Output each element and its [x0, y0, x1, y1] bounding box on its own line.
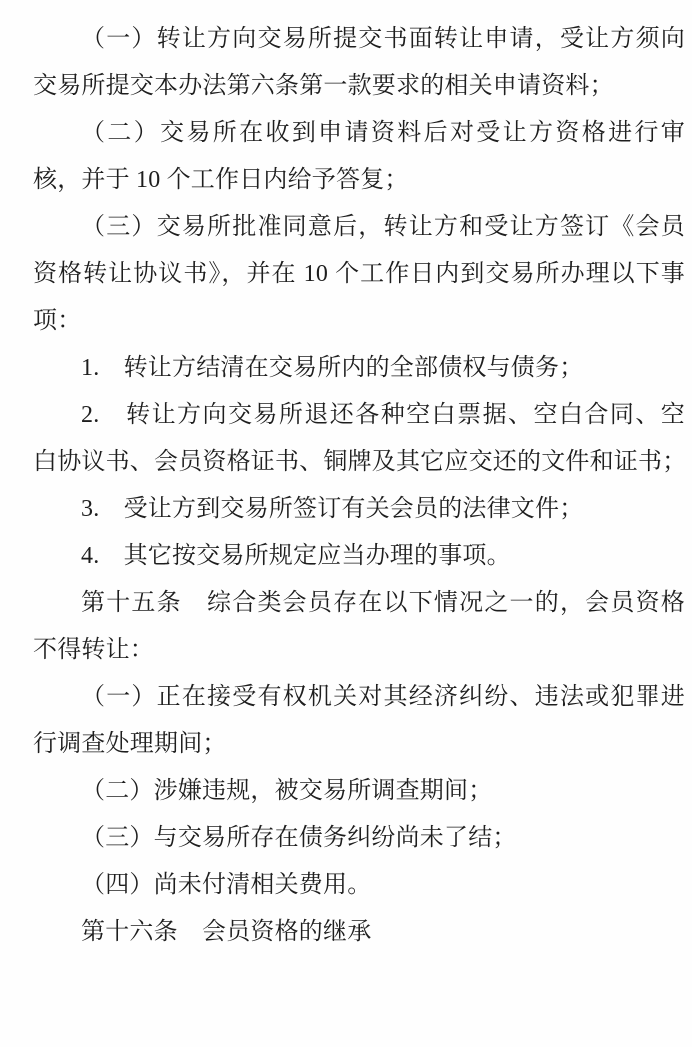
text-line: 第十五条 综合类会员存在以下情况之一的，会员资格 — [81, 590, 685, 616]
text-line: （二）涉嫌违规，被交易所调查期间； — [81, 778, 493, 804]
text-line: 资格转让协议书》，并在 10 个工作日内到交易所办理以下事 — [33, 261, 685, 287]
text-line: 2. 转让方向交易所退还各种空白票据、空白合同、空 — [81, 402, 685, 428]
text-line: 3. 受让方到交易所签订有关会员的法律文件； — [81, 496, 584, 522]
text-line: 交易所提交本办法第六条第一款要求的相关申请资料； — [33, 73, 614, 99]
text-line: （三）与交易所存在债务纠纷尚未了结； — [81, 825, 517, 851]
text-line: 不得转让： — [33, 637, 154, 663]
text-line: 1. 转让方结清在交易所内的全部债权与债务； — [81, 355, 584, 381]
text-line: （二）交易所在收到申请资料后对受让方资格进行审 — [81, 120, 685, 146]
text-line: （三）交易所批准同意后，转让方和受让方签订《会员 — [81, 214, 685, 240]
text-line: 第十六条 会员资格的继承 — [81, 919, 372, 945]
text-line: 行调查处理期间； — [33, 731, 227, 757]
text-line: 4. 其它按交易所规定应当办理的事项。 — [81, 543, 511, 569]
text-line: 项： — [33, 308, 82, 334]
document-body — [33, 16, 685, 956]
text-line: （四）尚未付清相关费用。 — [81, 872, 372, 898]
text-line: （一）正在接受有权机关对其经济纠纷、违法或犯罪进 — [81, 684, 685, 710]
text-line: 白协议书、会员资格证书、铜牌及其它应交还的文件和证书； — [33, 449, 687, 475]
text-line: 核，并于 10 个工作日内给予答复； — [33, 167, 409, 193]
text-line: （一）转让方向交易所提交书面转让申请，受让方须向 — [81, 26, 685, 52]
